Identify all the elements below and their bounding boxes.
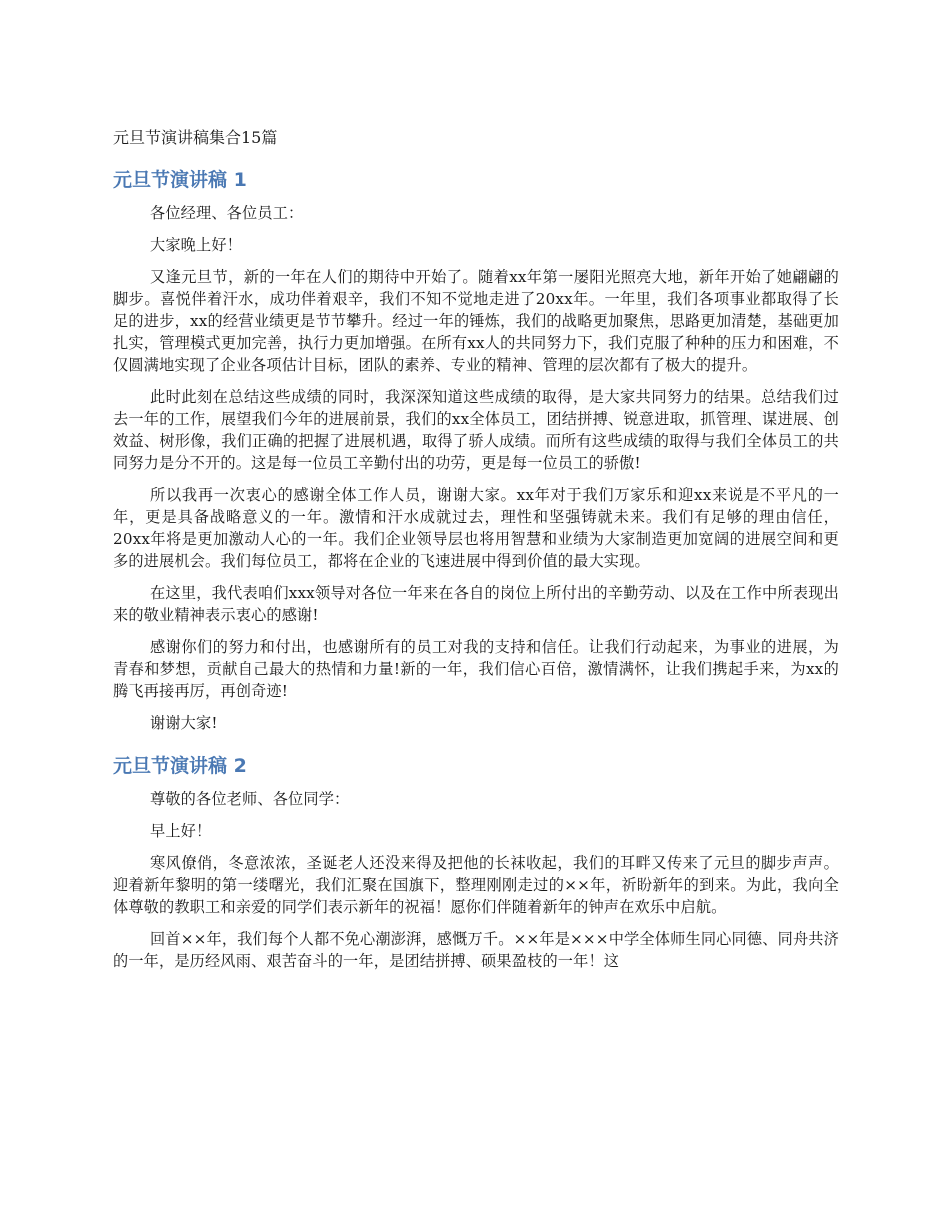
salutation: 各位经理、各位员工： — [150, 204, 304, 222]
document-body — [113, 158, 839, 982]
greeting: 大家晚上好！ — [150, 236, 243, 254]
body-paragraph: 寒风僚俏，冬意浓浓，圣诞老人还没来得及把他的长袜收起，我们的耳畔又传来了元旦的脚步声声。迎着新年黎明的第一缕曙光，我们汇聚在国旗下，整理刚刚走过的××年，祈盼新年的到来。为此，我向全体尊敬的教职工和亲爱的同学们表示新年的祝福！愿你们伴随着新年的钟声在欢乐中启航。 — [113, 854, 839, 916]
body-paragraph: 所以我再一次衷心的感谢全体工作人员，谢谢大家。xx年对于我们万家乐和迎xx来说是不平凡的一年，更是具备战略意义的一年。激情和汗水成就过去，理性和坚强铸就未来。我们有足够的理由信任，20xx年将是更加激动人心的一年。我们企业领导层也将用智慧和业绩为大家制造更加宽阔的进展空间和更多的进展机会。我们每位员工，都将在企业的飞速进展中得到价值的最大实现。 — [113, 486, 839, 570]
body-paragraph: 此时此刻在总结这些成绩的同时，我深深知道这些成绩的取得，是大家共同努力的结果。总结我们过去一年的工作，展望我们今年的进展前景，我们的xx全体员工，团结拼搏、锐意进取，抓管理、谋进展、创效益、树形像，我们正确的把握了进展机遇，取得了骄人成绩。而所有这些成绩的取得与我们全体员工的共同努力是分不开的。这是每一位员工辛勤付出的功劳，更是每一位员工的骄傲! — [113, 388, 839, 472]
salutation: 尊敬的各位老师、各位同学： — [150, 790, 350, 808]
body-paragraph: 回首××年，我们每个人都不免心潮澎湃，感慨万千。××年是×××中学全体师生同心同德、同舟共济的一年，是历经风雨、艰苦奋斗的一年，是团结拼搏、硕果盈枝的一年！这 — [113, 930, 839, 970]
body-paragraph: 感谢你们的努力和付出，也感谢所有的员工对我的支持和信任。让我们行动起来，为事业的进展，为青春和梦想，贡献自己最大的热情和力量!新的一年，我们信心百倍，激情满怀，让我们携起手来，为xx的腾飞再接再厉，再创奇迹! — [113, 638, 839, 700]
section-heading: 元旦节演讲稿 2 — [113, 755, 247, 777]
speech-section-1 — [113, 158, 839, 734]
greeting: 早上好！ — [150, 822, 212, 840]
speech-section-2 — [113, 744, 839, 972]
body-paragraph: 在这里，我代表咱们xxx领导对各位一年来在各自的岗位上所付出的辛勤劳动、以及在工作中所表现出来的敬业精神表示衷心的感谢! — [113, 584, 839, 624]
document-title: 元旦节演讲稿集合15篇 — [113, 128, 278, 147]
section-heading: 元旦节演讲稿 1 — [113, 169, 247, 191]
closing: 谢谢大家! — [150, 714, 218, 732]
body-paragraph: 又逢元旦节，新的一年在人们的期待中开始了。随着xx年第一屡阳光照亮大地，新年开始了她翩翩的脚步。喜悦伴着汗水，成功伴着艰辛，我们不知不觉地走进了20xx年。一年里，我们各项事业都取得了长足的进步，xx的经营业绩更是节节攀升。经过一年的锤炼，我们的战略更加聚焦，思路更加清楚，基础更加扎实，管理模式更加完善，执行力更加增强。在所有xx人的共同努力下，我们克服了种种的压力和困难，不仅圆满地实现了企业各项估计目标，团队的素养、专业的精神、管理的层次都有了极大的提升。 — [113, 268, 839, 374]
